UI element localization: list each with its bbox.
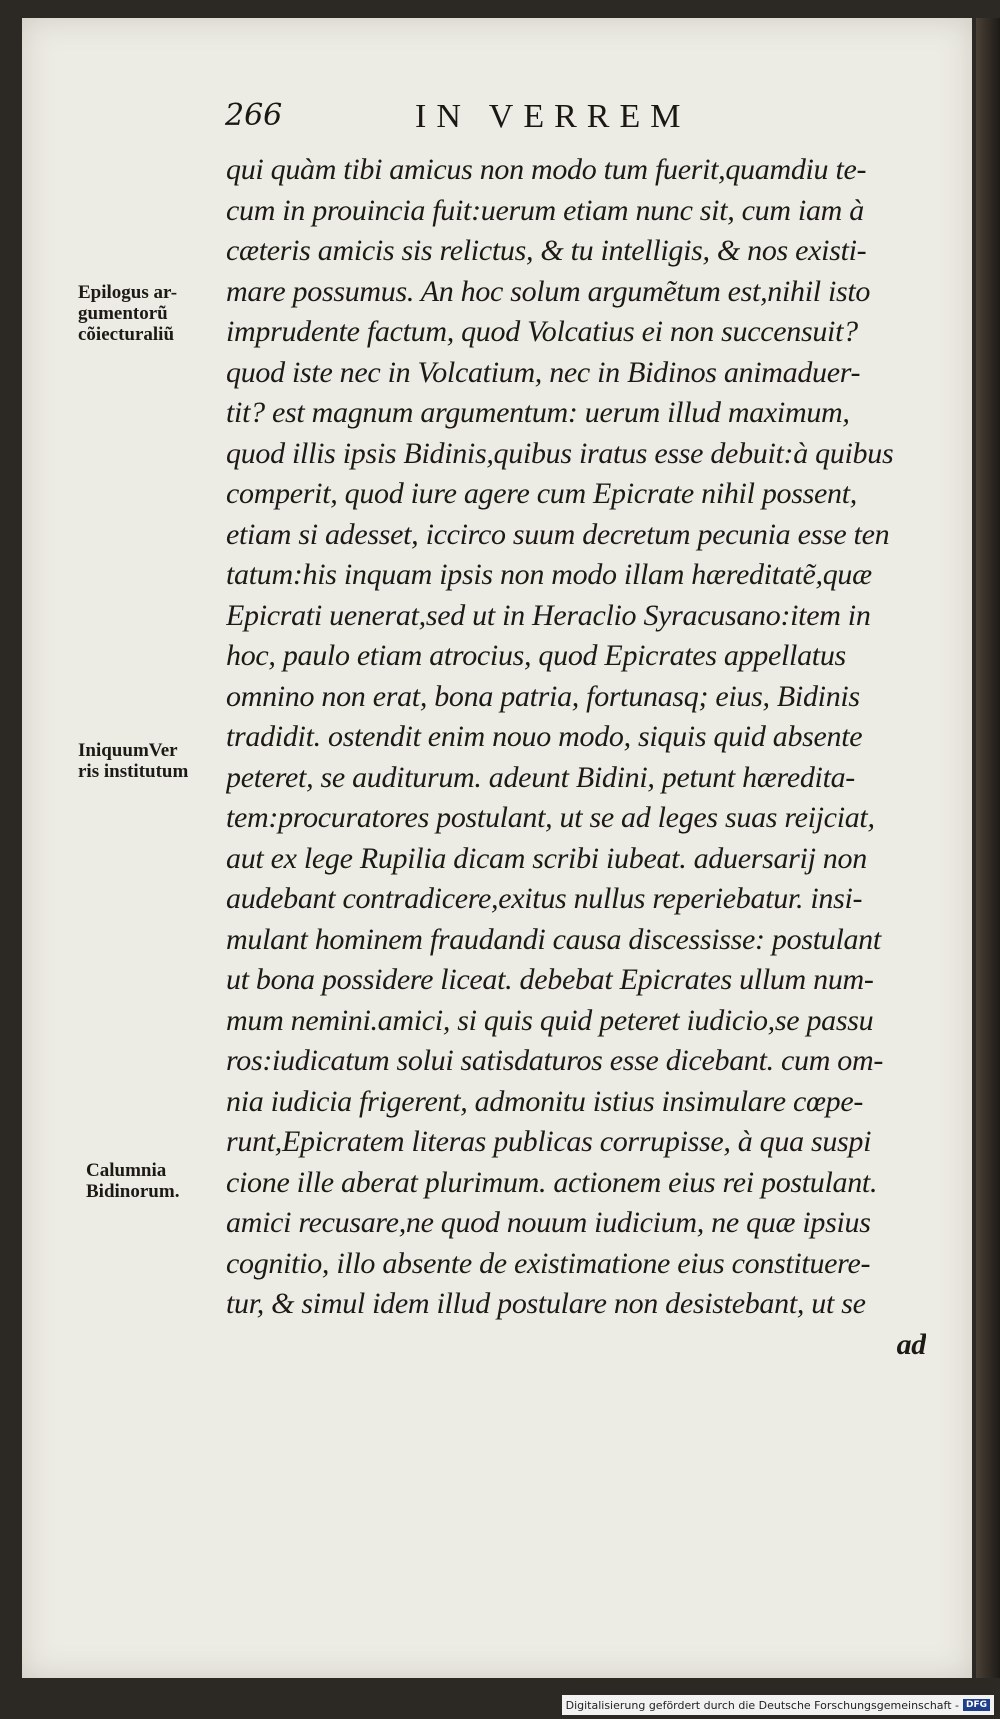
page-header (225, 98, 925, 146)
text-line: aut ex lege Rupilia dicam scribi iubeat. aduersarij non (226, 841, 867, 875)
margin-note-line: Calumnia (86, 1160, 167, 1181)
margin-note-calumnia (86, 1160, 236, 1202)
text-line: cognitio, illo absente de existimatione eius constituere- (226, 1246, 871, 1280)
dfg-logo-icon: DFG (963, 1699, 990, 1711)
text-line: amici recusare,ne quod nouum iudicium, ne quæ ipsius (226, 1206, 871, 1239)
text-line: cione ille aberat plurimum. actionem eius rei postulant. (226, 1165, 878, 1199)
book-spine (976, 18, 1000, 1678)
text-line: nia iudicia frigerent, admonitu istius insimulare cœpe- (226, 1084, 864, 1118)
text-line: tradidit. ostendit enim nouo modo, siquis quid absente (226, 720, 863, 753)
margin-note-iniquum (78, 740, 228, 782)
text-line: tem:procuratores postulant, ut se ad leges suas reijciat, (226, 801, 875, 834)
margin-note-line: Epilogus ar- (78, 282, 178, 303)
text-line: etiam si adesset, iccirco suum decretum pecunia esse ten (226, 517, 890, 551)
running-head: IN VERREM (415, 98, 691, 135)
text-line: imprudente factum, quod Volcatius ei non succensuit? (226, 315, 858, 348)
margin-note-line: IniquumVer (78, 740, 178, 761)
page-number: 266 (225, 98, 283, 133)
catchword: ad (896, 1327, 926, 1361)
text-line: comperit, quod iure agere cum Epicrate nihil possent, (226, 477, 857, 510)
text-line: runt,Epicratem literas publicas corrupisse, à qua suspi (226, 1125, 872, 1158)
text-line: mulant hominem fraudandi causa discessisse: postulant (226, 922, 881, 956)
text-line: ut bona possidere liceat. debebat Epicrates ullum num- (226, 963, 874, 996)
text-line: tit? est magnum argumentum: uerum illud maximum, (226, 396, 850, 429)
text-line: tur, & simul idem illud postulare non desistebant, ut se (226, 1287, 866, 1320)
text-line: ros:iudicatum solui satisdaturos esse dicebant. cum om- (226, 1044, 884, 1077)
margin-note-line: ris institutum (78, 761, 189, 782)
text-line: cæteris amicis sis relictus, & tu intelligis, & nos existi- (226, 234, 867, 267)
margin-note-line: cõiecturaliũ (78, 324, 175, 345)
body-text (226, 150, 926, 1365)
text-line: omnino non erat, bona patria, fortunasq; eius, Bidinis (226, 679, 860, 713)
footer-text: Digitalisierung gefördert durch die Deutsche Forschungsgemeinschaft - (565, 1698, 959, 1712)
text-line: hoc, paulo etiam atrocius, quod Epicrates appellatus (226, 639, 846, 672)
text-line: mum nemini.amici, si quis quid peteret iudicio,se passu (226, 1003, 874, 1037)
text-line: audebant contradicere,exitus nullus reperiebatur. insi- (226, 882, 863, 915)
text-line: tatum:his inquam ipsis non modo illam hæreditatẽ,quæ (226, 558, 872, 591)
margin-note-epilogus (78, 282, 228, 345)
text-line: quod illis ipsis Bidinis,quibus iratus esse debuit:à quibus (226, 436, 894, 470)
text-line: mare possumus. An hoc solum argumẽtum est,nihil isto (226, 274, 871, 308)
text-line: qui quàm tibi amicus non modo tum fuerit,quamdiu te- (226, 153, 867, 186)
margin-note-line: Bidinorum. (86, 1181, 180, 1202)
text-line: Epicrati uenerat,sed ut in Heraclio Syracusano:item in (226, 598, 871, 632)
digitization-footer (562, 1695, 994, 1715)
text-line: cum in prouincia fuit:uerum etiam nunc sit, cum iam à (226, 193, 864, 227)
text-line: peteret, se auditurum. adeunt Bidini, petunt hæredita- (226, 760, 855, 794)
text-line: quod iste nec in Volcatium, nec in Bidinos animaduer- (226, 355, 861, 389)
margin-note-line: gumentorũ (78, 303, 168, 324)
